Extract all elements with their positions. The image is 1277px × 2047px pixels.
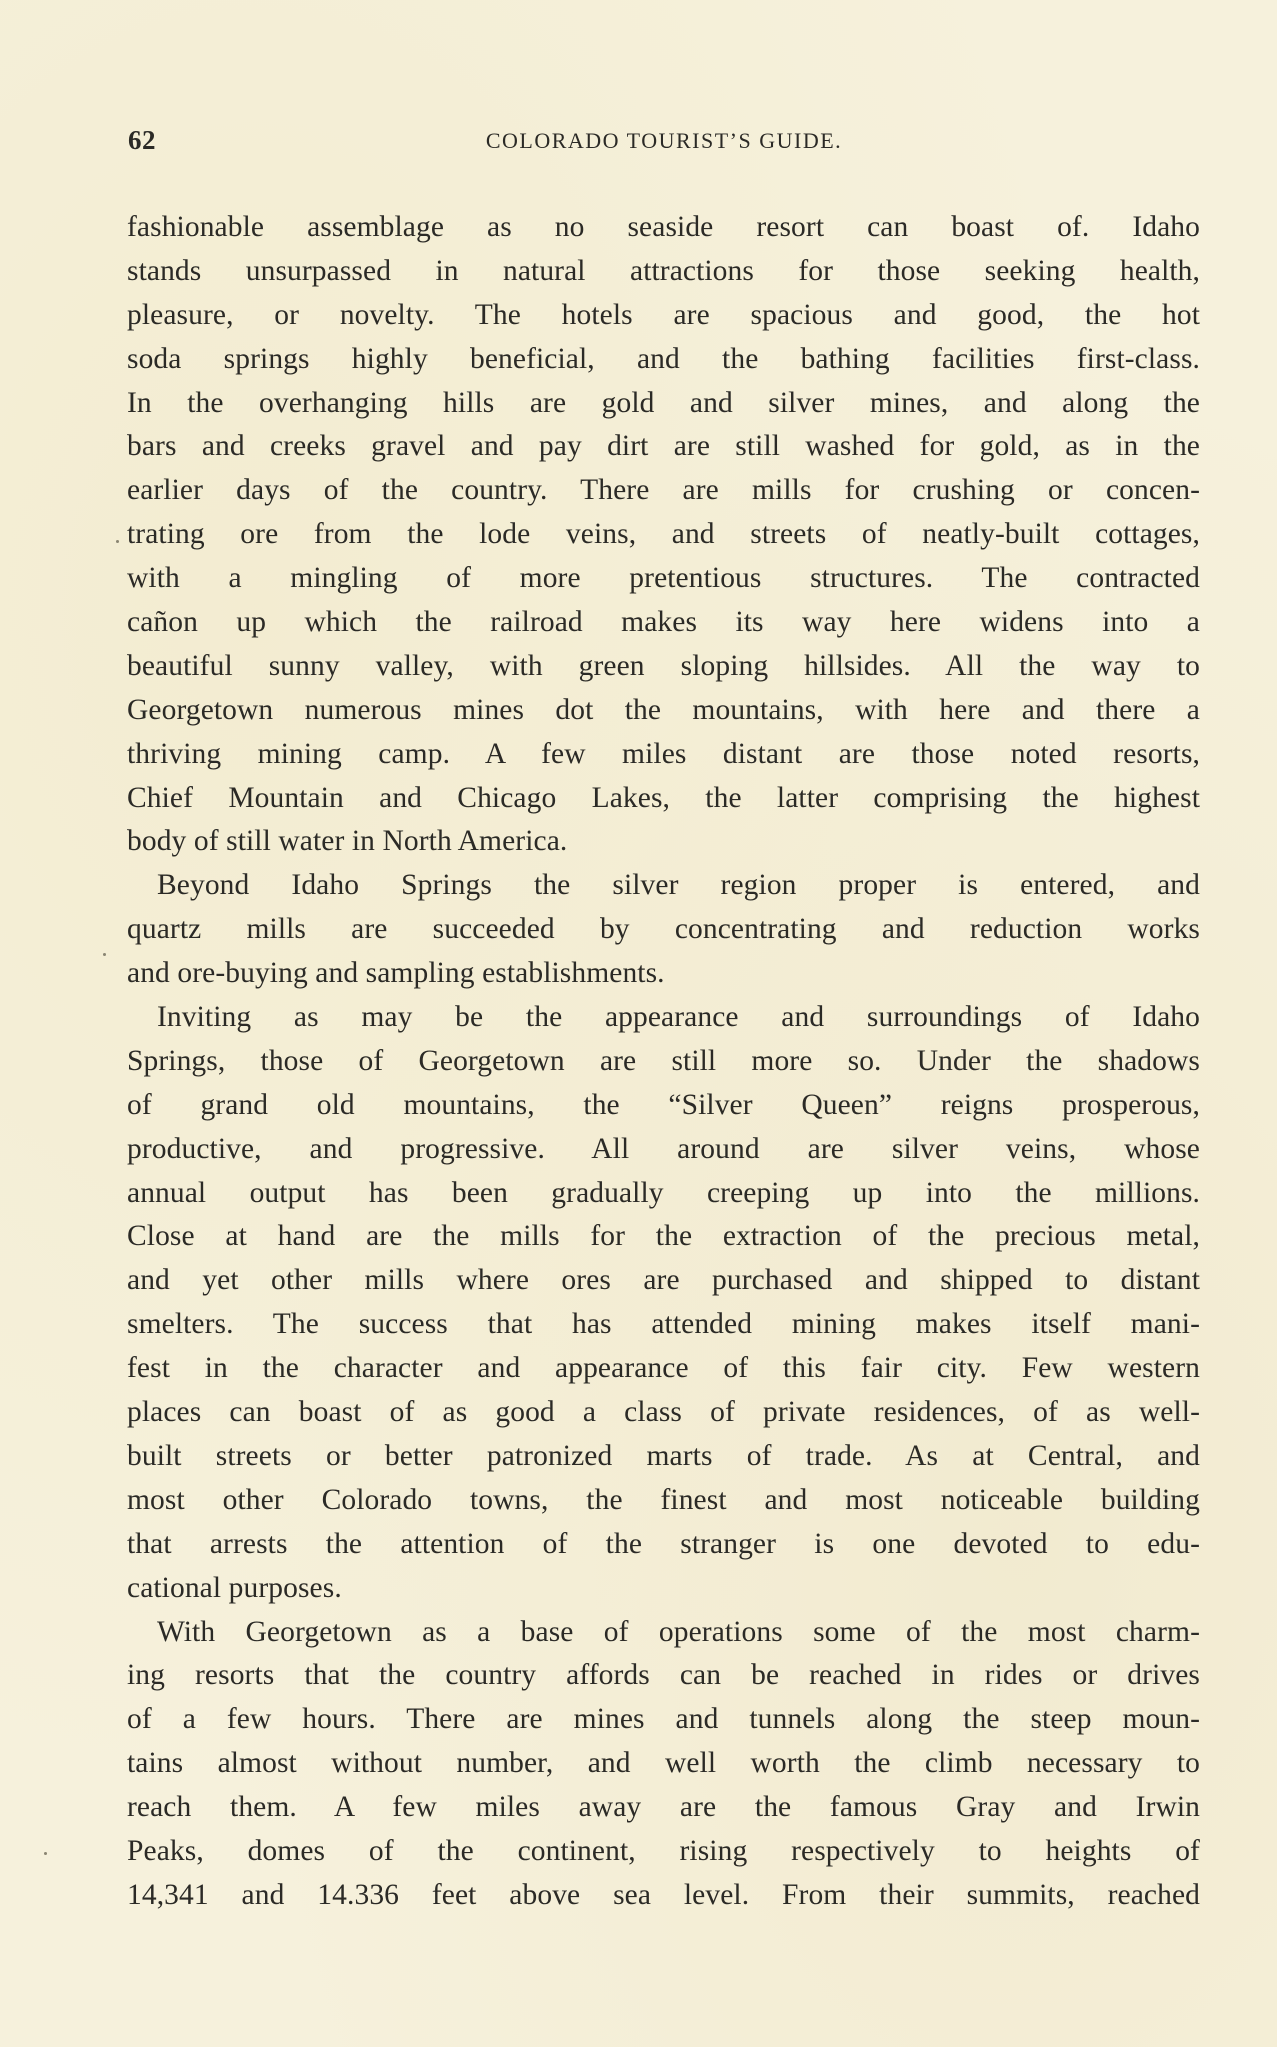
paragraph-start-line: With Georgetown as a base of operations some of the most charm- <box>157 1615 1200 1648</box>
text-line: trating ore from the lode veins, and streets of neatly-built cottages, <box>127 518 1200 551</box>
text-line: tains almost without number, and well worth the climb necessary to <box>127 1747 1200 1780</box>
text-line: annual output has been gradually creeping up into the millions. <box>127 1176 1200 1209</box>
text-line: thriving mining camp. A few miles distant are those noted resorts, <box>127 737 1200 770</box>
paragraph-start-line: Beyond Idaho Springs the silver region proper is entered, and <box>157 869 1200 902</box>
paragraph-end-line: and ore-buying and sampling establishments. <box>127 957 665 990</box>
paragraph-end-line: body of still water in North America. <box>127 825 568 858</box>
margin-speck <box>44 1852 47 1855</box>
margin-speck <box>116 540 119 543</box>
body-text <box>127 206 1200 1918</box>
paragraph-start-line: Inviting as may be the appearance and surroundings of Idaho <box>157 1001 1200 1034</box>
text-line: Peaks, domes of the continent, rising respectively to heights of <box>127 1834 1200 1867</box>
text-line: Close at hand are the mills for the extraction of the precious metal, <box>127 1220 1200 1253</box>
text-line: of a few hours. There are mines and tunnels along the steep moun- <box>127 1703 1200 1736</box>
text-line: that arrests the attention of the stranger is one devoted to edu- <box>127 1527 1200 1560</box>
page-number: 62 <box>128 125 156 155</box>
text-line: smelters. The success that has attended mining makes itself mani- <box>127 1308 1200 1341</box>
text-line: earlier days of the country. There are mills for crushing or concen- <box>127 474 1200 507</box>
text-line: soda springs highly beneficial, and the bathing facilities first-class. <box>127 342 1200 375</box>
text-line: ing resorts that the country affords can be reached in rides or drives <box>127 1659 1200 1692</box>
text-line: quartz mills are succeeded by concentrating and reduction works <box>127 913 1200 946</box>
text-line: fest in the character and appearance of this fair city. Few western <box>127 1352 1200 1385</box>
text-line: beautiful sunny valley, with green sloping hillsides. All the way to <box>127 649 1200 682</box>
paragraph-end-line: cational purposes. <box>127 1571 342 1604</box>
text-line: with a mingling of more pretentious structures. The contracted <box>127 562 1200 595</box>
running-head-title: COLORADO TOURIST’S GUIDE. <box>485 128 843 153</box>
text-line: fashionable assemblage as no seaside resort can boast of. Idaho <box>127 211 1200 243</box>
text-line: and yet other mills where ores are purchased and shipped to distant <box>127 1264 1200 1297</box>
text-line: places can boast of as good a class of private residences, of as well- <box>127 1396 1200 1429</box>
text-line: Springs, those of Georgetown are still more so. Under the shadows <box>127 1044 1200 1077</box>
text-line: Georgetown numerous mines dot the mountains, with here and there a <box>127 693 1200 726</box>
text-line: stands unsurpassed in natural attractions for those seeking health, <box>127 254 1200 287</box>
text-line: most other Colorado towns, the finest and most noticeable building <box>127 1483 1200 1516</box>
text-line: 14,341 and 14.336 feet above sea level. From their summits, reached <box>127 1878 1200 1911</box>
text-line: cañon up which the railroad makes its way here widens into a <box>127 606 1200 639</box>
text-line: built streets or better patronized marts of trade. As at Central, and <box>127 1439 1200 1472</box>
running-head <box>128 125 1200 165</box>
text-line: reach them. A few miles away are the famous Gray and Irwin <box>127 1791 1200 1824</box>
margin-speck <box>103 953 106 956</box>
text-line: In the overhanging hills are gold and silver mines, and along the <box>127 386 1200 419</box>
text-line: bars and creeks gravel and pay dirt are still washed for gold, as in the <box>127 430 1200 463</box>
text-line: of grand old mountains, the “Silver Queen” reigns prosperous, <box>127 1088 1200 1121</box>
text-line: productive, and progressive. All around are silver veins, whose <box>127 1132 1200 1165</box>
text-line: Chief Mountain and Chicago Lakes, the latter comprising the highest <box>127 781 1200 814</box>
text-line: pleasure, or novelty. The hotels are spacious and good, the hot <box>127 298 1200 331</box>
